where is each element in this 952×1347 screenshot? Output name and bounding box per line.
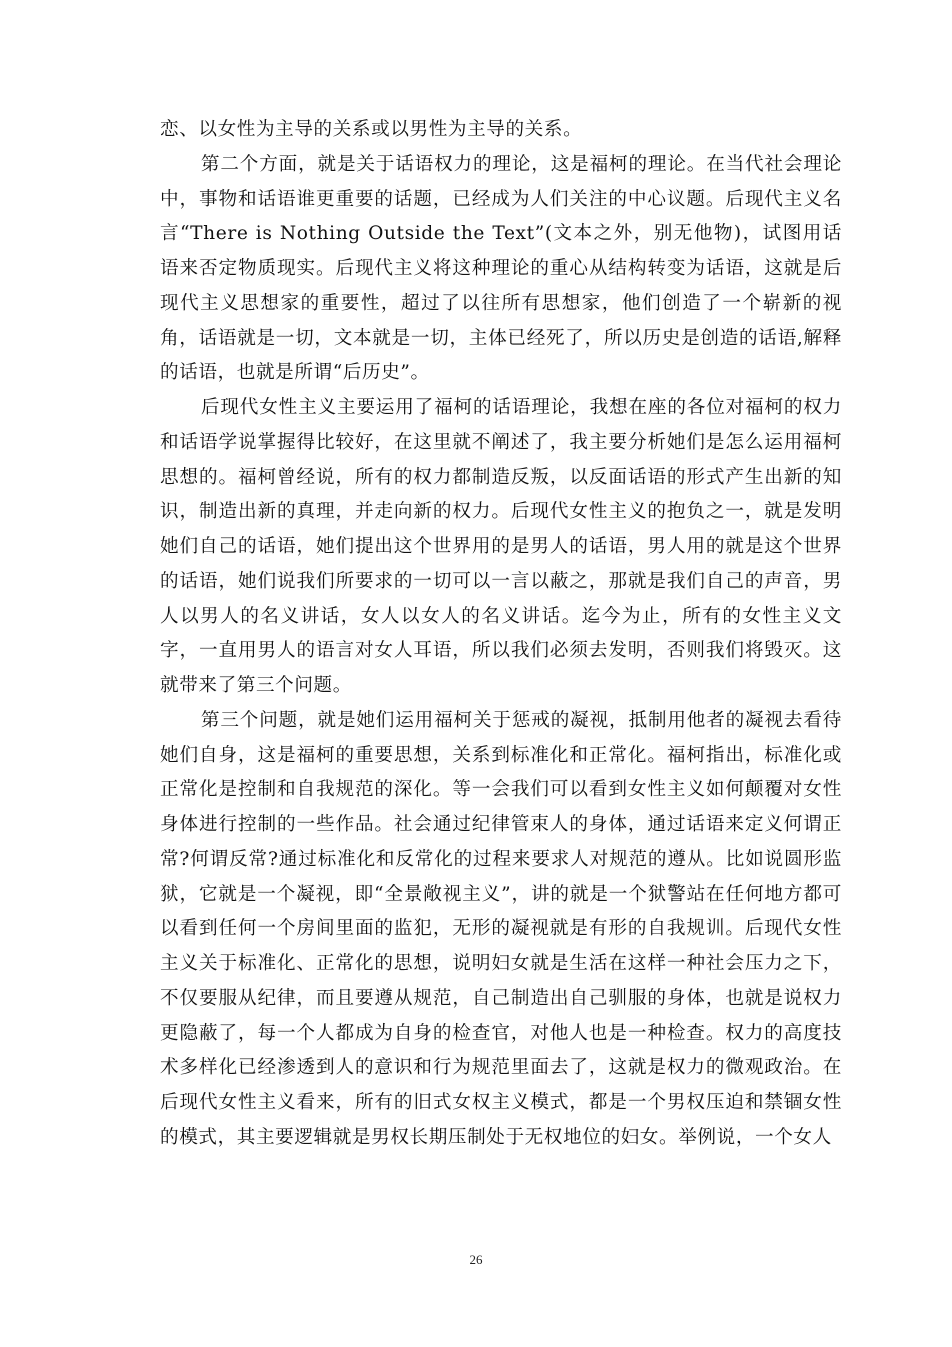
paragraph-discourse-power: 第二个方面，就是关于话语权力的理论，这是福柯的理论。在当代社会理论中，事物和话语谁更重要的话题，已经成为人们关注的中心议题。后现代主义名言“There is Nothing Outside the Text”(文本之外，别无他物)，试图用话语来否定物质现实。后现代主义将这种理论的重心从结构转变为话语，这就是后现代主义思想家的重要性，超过了以往所有思想家，他们创造了一个崭新的视角，话语就是一切，文本就是一切，主体已经死了，所以历史是创造的话语,解释的话语，也就是所谓“后历史”。	[160, 153, 842, 384]
body-text	[160, 113, 842, 1156]
paragraph-feminism-discourse: 后现代女性主义主要运用了福柯的话语理论，我想在座的各位对福柯的权力和话语学说掌握得比较好，在这里就不阐述了，我主要分析她们是怎么运用福柯思想的。福柯曾经说，所有的权力都制造反叛，以反面话语的形式产生出新的知识，制造出新的真理，并走向新的权力。后现代女性主义的抱负之一，就是发明她们自己的话语，她们提出这个世界用的是男人的话语，男人用的就是这个世界的话语，她们说我们所要求的一切可以一言以蔽之，那就是我们自己的声音，男人以男人的名义讲话，女人以女人的名义讲话。迄今为止，所有的女性主义文字，一直用男人的语言对女人耳语，所以我们必须去发明，否则我们将毁灭。这就带来了第三个问题。	[160, 397, 842, 696]
paragraph-continuation: 恋、以女性为主导的关系或以男性为主导的关系。	[160, 119, 583, 140]
paragraph-disciplinary-gaze: 第三个问题，就是她们运用福柯关于惩戒的凝视，抵制用他者的凝视去看待她们自身，这是福柯的重要思想，关系到标准化和正常化。福柯指出，标准化或正常化是控制和自我规范的深化。等一会我们可以看到女性主义如何颠覆对女性身体进行控制的一些作品。社会通过纪律管束人的身体，通过话语来定义何谓正常?何谓反常?通过标准化和反常化的过程来要求人对规范的遵从。比如说圆形监狱，它就是一个凝视，即“全景敞视主义”，讲的就是一个狱警站在任何地方都可以看到任何一个房间里面的监犯，无形的凝视就是有形的自我规训。后现代女性主义关于标准化、正常化的思想，说明妇女就是生活在这样一种社会压力之下，不仅要服从纪律，而且要遵从规范，自己制造出自己驯服的身体，也就是说权力更隐蔽了，每一个人都成为自身的检查官，对他人也是一种检查。权力的高度技术多样化已经渗透到人的意识和行为规范里面去了，这就是权力的微观政治。在后现代女性主义看来，所有的旧式女权主义模式，都是一个男权压迫和禁锢女性的模式，其主要逻辑就是男权长期压制处于无权地位的妇女。举例说，一个女人	[160, 709, 842, 1148]
page-number: 26	[469, 1252, 483, 1267]
